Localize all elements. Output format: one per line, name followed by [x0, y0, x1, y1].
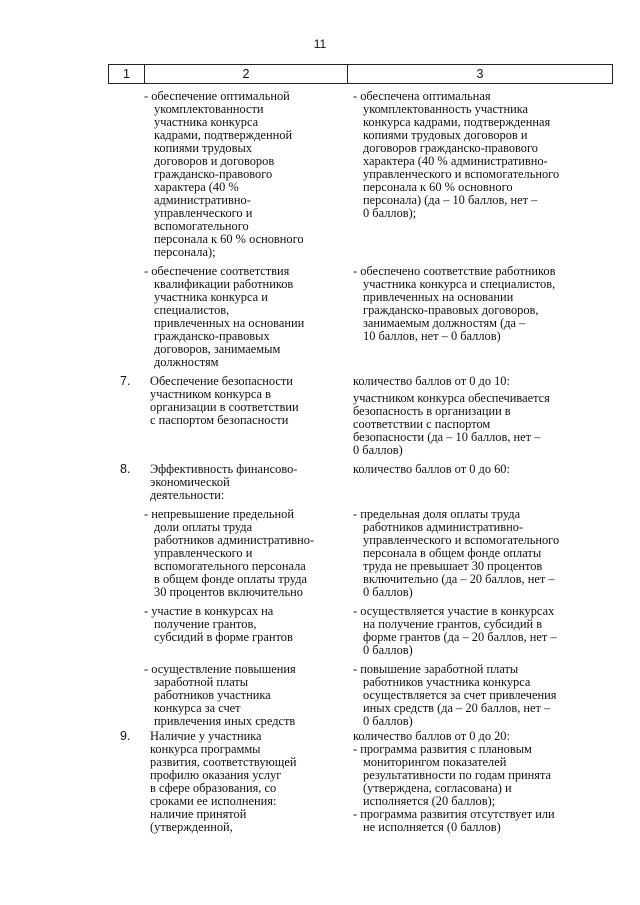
- score-text: - обеспечена оптимальная укомплектованность участника конкурса кадрами, подтвержденная копиями трудовых договоров и договоров гражданско-правового характера (40 % административно- управленческого и вспомогательного персонала к 60 % основного персонала) (да – 10 баллов, нет – 0 баллов);: [353, 89, 560, 220]
- header-col-2: 2: [145, 65, 348, 83]
- row-number: 8.: [120, 462, 131, 476]
- row-number: [108, 663, 144, 728]
- header-col-1: 1: [109, 65, 145, 83]
- score-text: - предельная доля оплаты труда работников административно- управленческого и вспомогательного персонала в общем фонде оплаты труда не превышает 30 процентов включительно (да – 20 баллов, нет – 0 баллов): [353, 507, 560, 599]
- table-row: [108, 463, 613, 502]
- table-row: [108, 375, 613, 457]
- score-text: - программа развития отсутствует или не исполняется (0 баллов): [353, 807, 555, 834]
- criterion-text: Обеспечение безопасности участником конкурса в организации в соответствии с паспортом безопасности: [150, 374, 299, 427]
- table-row: [108, 90, 613, 259]
- score-range: количество баллов от 0 до 60:: [353, 462, 510, 476]
- score-text: - программа развития с плановым мониторингом показателей результативности по годам принята (утверждена, согласована) и исполняется (20 баллов);: [353, 742, 552, 808]
- criterion-text: - осуществление повышения заработной платы работников участника конкурса за счет привлечения иных средств: [144, 662, 296, 728]
- table-row: [108, 663, 613, 728]
- row-number: [108, 265, 144, 369]
- score-range: количество баллов от 0 до 10:: [353, 374, 510, 388]
- score-text: участником конкурса обеспечивается безопасность в организации в соответствии с паспортом безопасности (да – 10 баллов, нет – 0 баллов): [353, 391, 550, 457]
- criterion-text: Наличие у участника конкурса программы развития, соответствующей профилю оказания услуг в сфере образования, со сроками ее исполнения: наличие принятой (утвержденной,: [150, 729, 297, 834]
- table-row: [108, 265, 613, 369]
- criteria-table-body: [108, 90, 613, 840]
- row-number: [108, 508, 144, 599]
- page-number: 11: [313, 37, 327, 51]
- criterion-text: - непревышение предельной доли оплаты труда работников административно- управленческого и вспомогательного персонала в общем фонде оплаты труда 30 процентов включительно: [144, 507, 315, 599]
- score-text: - обеспечено соответствие работников участника конкурса и специалистов, привлеченных на основании гражданско-правовых договоров, занимаемым должностям (да – 10 баллов, нет – 0 баллов): [353, 264, 556, 343]
- criterion-text: - обеспечение соответствия квалификации работников участника конкурса и специалистов, привлеченных на основании гражданско-правовых договоров, занимаемым должностям: [144, 264, 305, 369]
- criterion-text: - участие в конкурсах на получение грантов, субсидий в форме грантов: [144, 604, 293, 644]
- row-number: [108, 90, 144, 259]
- score-text: - повышение заработной платы работников участника конкурса осуществляется за счет привлечения иных средств (да – 20 баллов, нет – 0 баллов): [353, 662, 557, 728]
- row-number: [108, 605, 144, 657]
- table-row: [108, 730, 613, 834]
- table-header: [108, 64, 613, 84]
- row-number: 9.: [120, 729, 131, 743]
- header-col-3: 3: [476, 67, 484, 81]
- criterion-text: Эффективность финансово- экономической деятельности:: [150, 462, 298, 502]
- row-number: 7.: [120, 374, 131, 388]
- table-row: [108, 605, 613, 657]
- score-range: количество баллов от 0 до 20:: [353, 729, 510, 743]
- score-text: - осуществляется участие в конкурсах на получение грантов, субсидий в форме грантов (да – 20 баллов, нет – 0 баллов): [353, 604, 557, 657]
- criterion-text: - обеспечение оптимальной укомплектованности участника конкурса кадрами, подтвержденной копиями трудовых договоров и договоров гражданско-правового характера (40 % административно- управленческого и вспомогательного персонала к 60 % основного персонала);: [144, 89, 304, 259]
- table-row: [108, 508, 613, 599]
